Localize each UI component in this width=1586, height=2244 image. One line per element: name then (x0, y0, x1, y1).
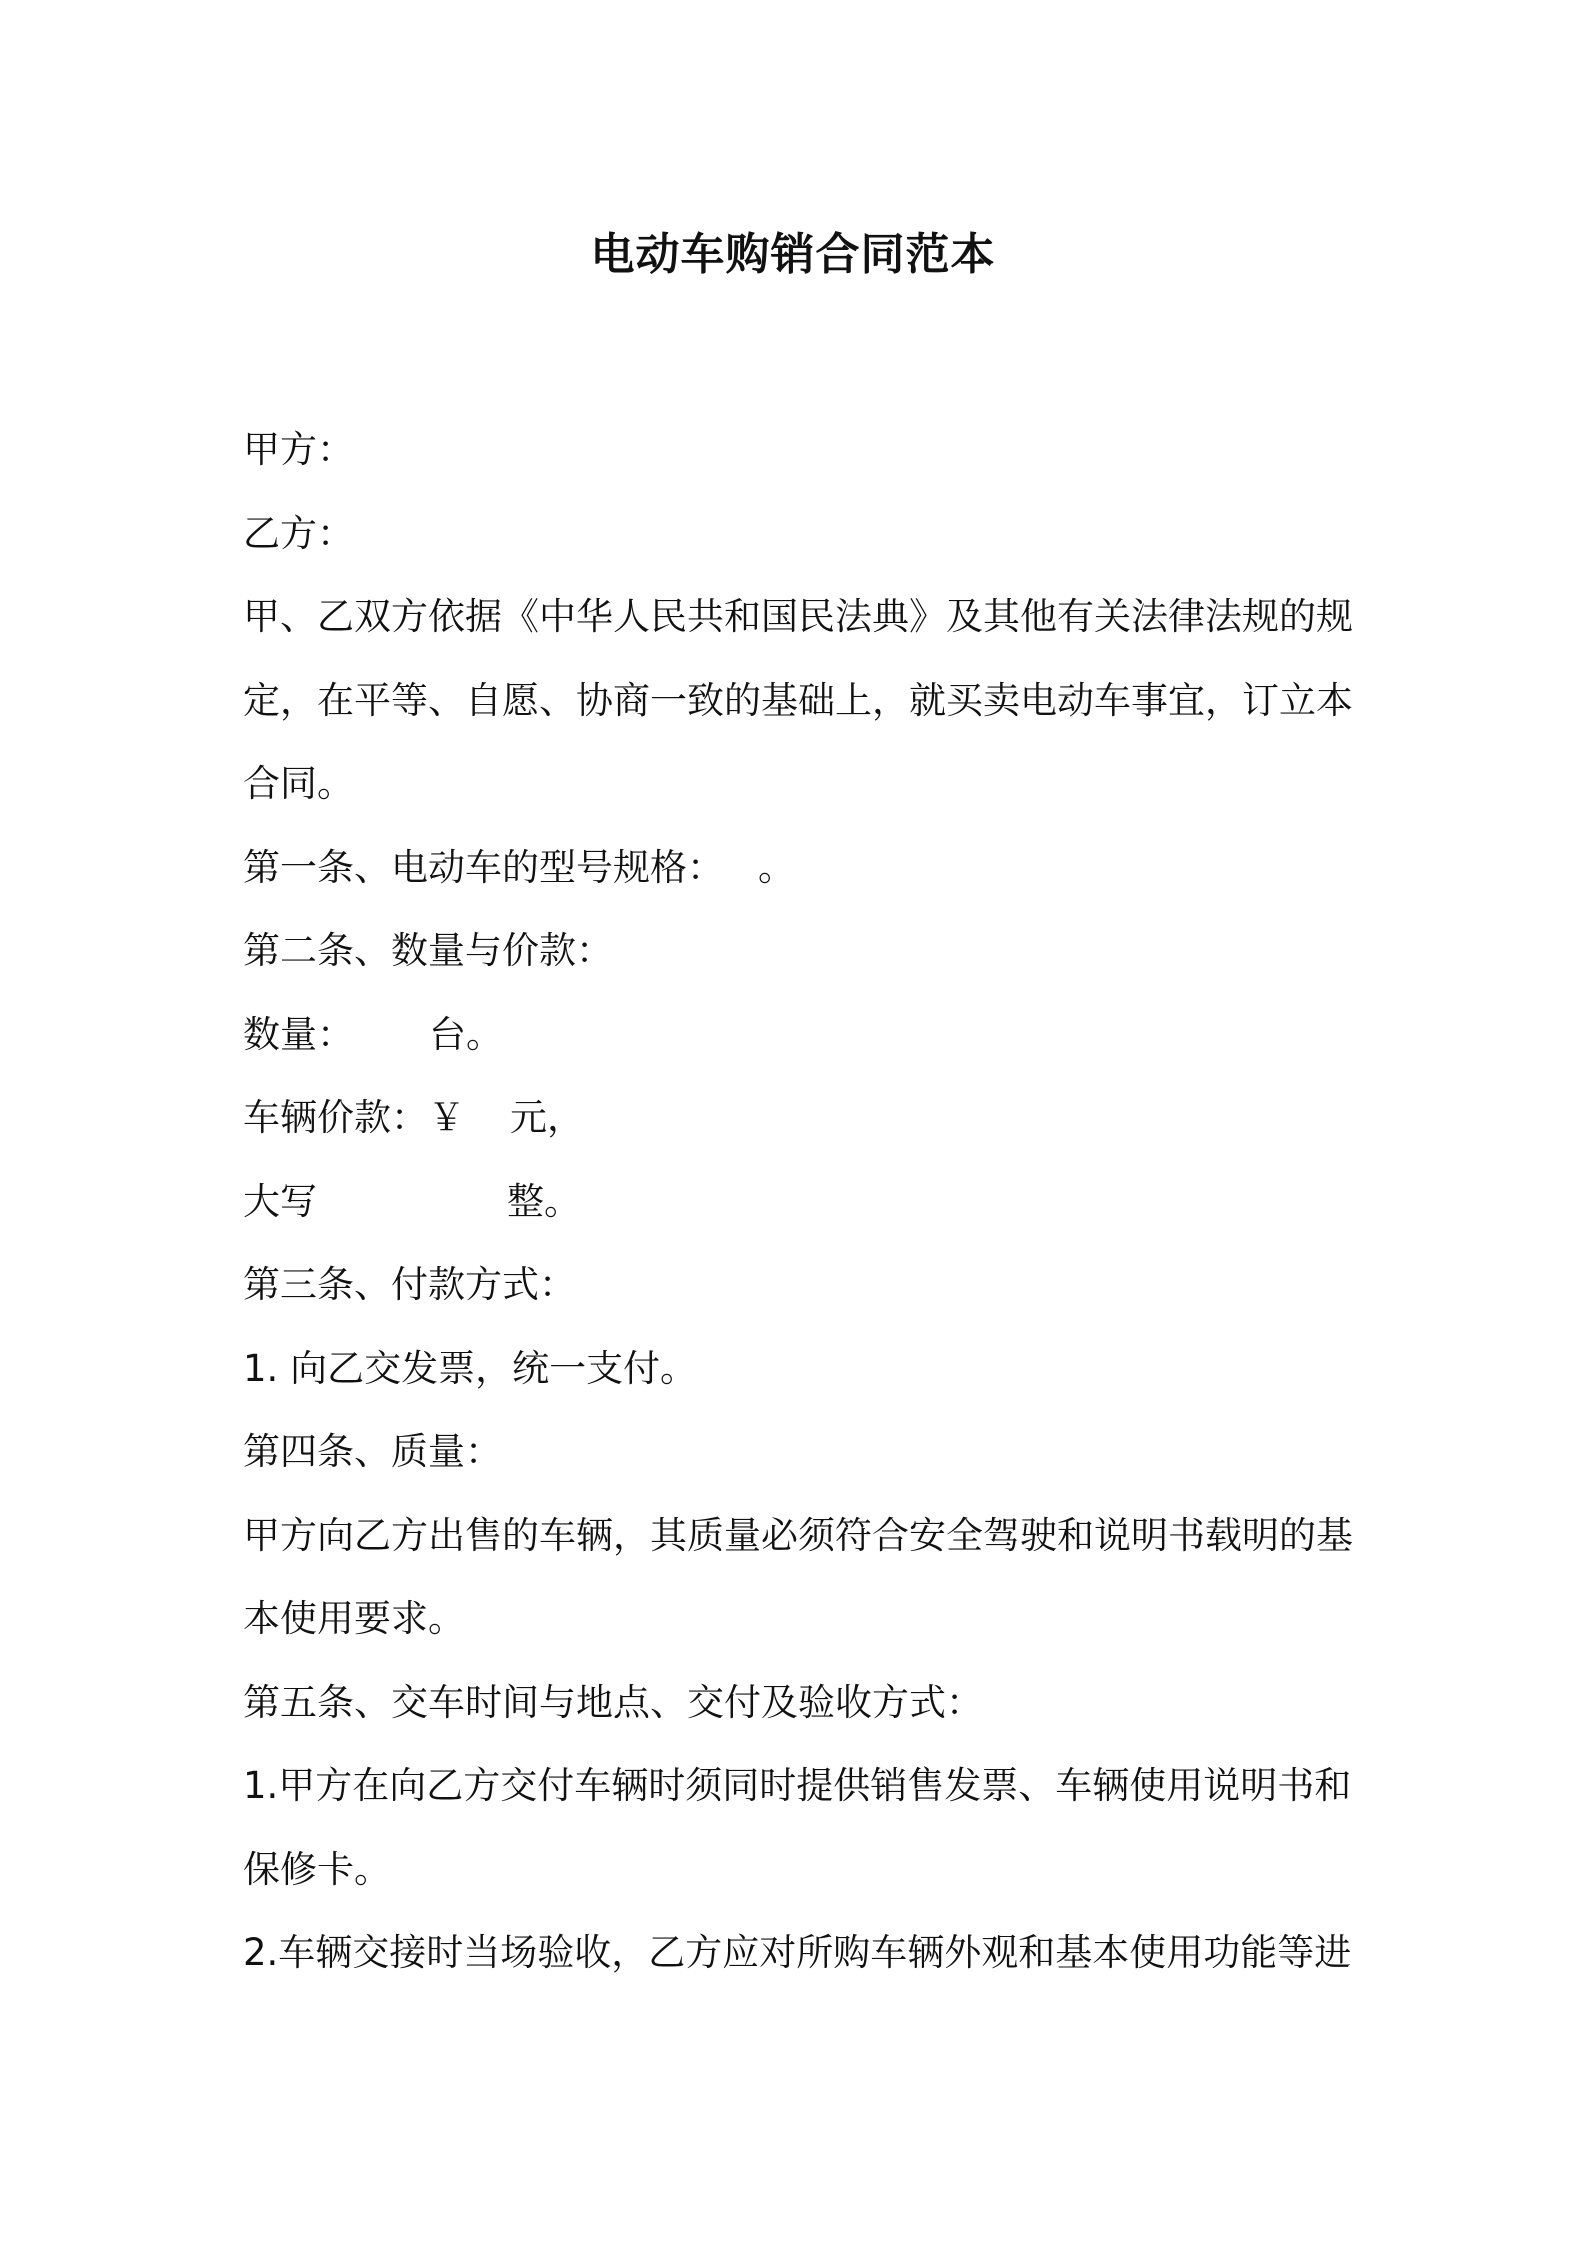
article-1-label: 第一条、电动车的型号规格： (243, 845, 724, 889)
capital-label: 大写 (243, 1179, 317, 1223)
contract-body (243, 408, 1353, 1995)
quantity-label: 数量： (243, 1012, 354, 1056)
party-b-line: 乙方： (243, 511, 354, 555)
quantity-unit: 台。 (429, 1012, 503, 1056)
document-title: 电动车购销合同范本 (590, 229, 996, 280)
article-1-line (243, 826, 1353, 910)
article-1-end: 。 (758, 845, 795, 889)
quantity-line (243, 993, 1353, 1077)
article-2-heading: 第二条、数量与价款： (243, 929, 613, 972)
capital-end: 整。 (507, 1179, 581, 1223)
article-4-line-2: 本使用要求。 (243, 1597, 465, 1640)
article-5-heading: 第五条、交车时间与地点、交付及验收方式： (243, 1680, 983, 1724)
article-5-item-2: 2.车辆交接时当场验收，乙方应对所购车辆外观和基本使用功能等进 (243, 1931, 1352, 1974)
article-4-line-1: 甲方向乙方出售的车辆，其质量必须符合安全驾驶和说明书载明的基 (243, 1513, 1353, 1557)
capital-line (243, 1160, 1353, 1244)
price-label: 车辆价款：￥ (243, 1096, 465, 1139)
article-4-heading: 第四条、质量： (243, 1430, 502, 1473)
article-3-item-1: 1. 向乙交发票，统一支付。 (243, 1346, 698, 1390)
article-5-item-1-line-1: 1.甲方在向乙方交付车辆时须同时提供销售发票、车辆使用说明书和 (243, 1764, 1352, 1807)
intro-line-3: 合同。 (243, 762, 354, 805)
price-line (243, 1076, 1353, 1160)
article-5-item-1-line-2: 保修卡。 (243, 1847, 391, 1891)
party-a-line: 甲方： (243, 428, 354, 471)
price-unit: 元， (510, 1096, 584, 1139)
intro-line-2: 定，在平等、自愿、协商一致的基础上，就买卖电动车事宜，订立本 (243, 678, 1353, 722)
article-3-heading: 第三条、付款方式： (243, 1263, 576, 1306)
intro-line-1: 甲、乙双方依据《中华人民共和国民法典》及其他有关法律法规的规 (243, 595, 1353, 638)
